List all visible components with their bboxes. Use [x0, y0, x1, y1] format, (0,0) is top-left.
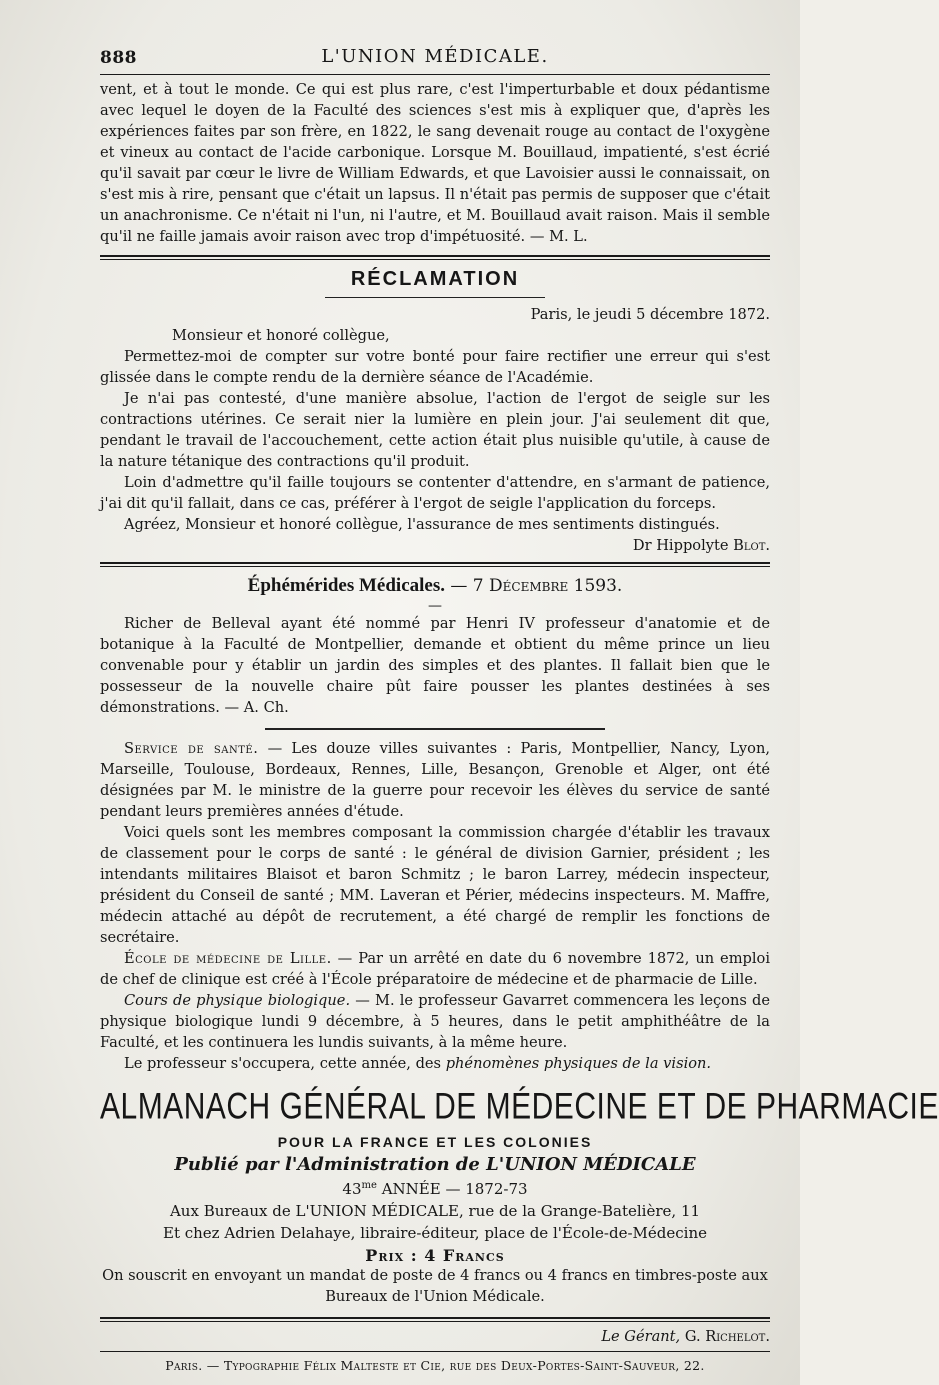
letter-signature [100, 535, 770, 556]
year-sup: me [361, 1180, 377, 1191]
title-underline [325, 297, 545, 298]
almanach-subtitle: POUR LA FRANCE ET LES COLONIES [277, 1134, 593, 1150]
ephemerides-text: Richer de Belleval ayant été nommé par Henri IV professeur d'anatomie et de botanique à la Faculté de Montpellier, demande et obtient du même prince un lieu convenable pour y établir un jardin des simples et des plantes. Il fallait bien que le possesseur de la nouvelle chaire pût faire pousser les plantes destinées à ses démonstrations. — A. Ch. [100, 615, 770, 716]
opening-paragraph: vent, et à tout le monde. Ce qui est plus rare, c'est l'imperturbable et doux pédantisme avec lequel le doyen de la Faculté des sciences s'est mis à expliquer que, d'après les expériences faites par son frère, en 1822, le sang devenait rouge au contact de l'oxygène et vineux au contact de l'acide carbonique. Lorsque M. Bouillaud, impatienté, s'est écrié qu'il savait par cœur le livre de William Edwards, et que Lavoisier aussi le connaissait, on s'est mis à rire, pensant que c'était un lapsus. Il n'était pas permis de supposer que c'était un anachronisme. Ce n'était ni l'un, ni l'autre, et M. Bouillaud avait raison. Mais il semble qu'il ne faille jamais avoir raison avec trop d'impétuosité. — M. L. [100, 81, 770, 245]
page-content [100, 40, 939, 1373]
almanach-title: ALMANACH GÉNÉRAL DE MÉDECINE ET DE PHARMACIE [100, 1085, 939, 1127]
gerant-name: G. Richelot. [684, 1328, 770, 1345]
news-text: Voici quels sont les membres composant la commission chargée d'établir les travaux de classement pour le corps de santé : le général de division Garnier, président ; les intendants militaires Blaisot et baron Schmitz ; le baron Larrey, médecin inspecteur, président du Conseil de santé ; MM. Laveran et Périer, médecins inspecteurs. M. Maffre, médecin attaché au dépôt de recrutement, a été chargé de remplir les fonctions de secrétaire. [100, 824, 770, 946]
gerant-label: Le Gérant, [601, 1328, 681, 1345]
cours-text: — M. le professeur Gavarret commencera les leçons de physique biologique lundi 9 décembre, à 5 heures, dans le petit amphithéâtre de la Faculté, et les continuera les lundis suivants, à la même heure. [100, 992, 770, 1051]
news-item-cours-subject [100, 1053, 770, 1074]
cours-subject: phénomènes physiques de la vision. [445, 1055, 712, 1072]
header-rule [100, 74, 770, 75]
almanach-address-2: Et chez Adrien Delahaye, libraire-éditeur, place de l'École-de-Médecine [163, 1224, 707, 1242]
cours-title: Cours de physique biologique. [124, 992, 351, 1009]
ephemerides-dash: — [428, 598, 442, 614]
section-divider [265, 728, 605, 730]
letter-paragraph: Agréez, Monsieur et honoré collègue, l'assurance de mes sentiments distingués. [124, 516, 720, 533]
year-rest: ANNÉE — 1872-73 [381, 1180, 528, 1198]
news-text: — Les douze villes suivantes : Paris, Montpellier, Nancy, Lyon, Marseille, Toulouse, Bordeaux, Rennes, Lille, Besançon, Grenoble et Alger, ont été désignées par M. le ministre de la guerre pour recevoir les élèves du service de santé pendant leurs premières années d'étude. [100, 740, 770, 820]
letter-paragraph: Permettez-moi de compter sur votre bonté pour faire rectifier une erreur qui s'est glissée dans le compte rendu de la dernière séance de l'Académie. [100, 348, 770, 386]
signature-prefix: Dr Hippolyte [632, 537, 729, 554]
reclamation-title: RÉCLAMATION [350, 268, 520, 290]
letter-dateline: Paris, le jeudi 5 décembre 1872. [530, 306, 770, 323]
almanach-publisher: Publié par l'Administration de L'UNION MÉDICALE [174, 1154, 696, 1175]
ephemerides-heading [100, 575, 770, 597]
news-runin: École de médecine de Lille. [124, 950, 332, 967]
signature-name: Blot. [733, 537, 770, 554]
letter-paragraph: Je n'ai pas contesté, d'une manière absolue, l'action de l'ergot de seigle sur les contractions utérines. Ce serait nier la lumière en plein jour. J'ai seulement dit que, pendant le travail de l'accouchement, cette action était plus nuisible qu'utile, à cause de la nature tétanique des contractions qu'il produit. [100, 390, 770, 470]
ephemerides-title: Éphémérides Médicales. [247, 575, 445, 596]
footer-divider [100, 1317, 770, 1322]
running-title: L'UNION MÉDICALE. [321, 46, 549, 67]
letter-salutation: Monsieur et honoré collègue, [172, 327, 390, 344]
news-item-cours [100, 990, 770, 1053]
page-header [100, 40, 770, 74]
news-item-service-sante [100, 738, 770, 822]
cours-text2: Le professeur s'occupera, cette année, des [124, 1055, 446, 1072]
printer-footer: Paris. — Typographie Félix Malteste et Cie, rue des Deux-Portes-Saint-Sauveur, 22. [165, 1358, 705, 1373]
gerant-line [100, 1328, 770, 1345]
news-item-lille [100, 948, 770, 990]
page-number: 888 [100, 48, 137, 68]
news-runin: Service de santé. [124, 740, 259, 757]
letter-paragraph: Loin d'admettre qu'il faille toujours se contenter d'attendre, en s'armant de patience, j'ai dit qu'il fallait, dans ce cas, préférer à l'ergot de seigle l'application du forceps. [100, 474, 770, 512]
section-divider [100, 562, 770, 567]
almanach-address-1: Aux Bureaux de L'UNION MÉDICALE, rue de la Grange-Batelière, 11 [169, 1202, 701, 1220]
news-item-commission [100, 822, 770, 948]
news-text: — Par un arrêté en date du 6 novembre 1872, un emploi de chef de clinique est créé à l'École préparatoire de médecine et de pharmacie de Lille. [100, 950, 770, 988]
almanach-year [100, 1175, 770, 1200]
almanach-subscribe: On souscrit en envoyant un mandat de poste de 4 francs ou 4 francs en timbres-poste aux Bureaux de l'Union Médicale. [102, 1267, 768, 1305]
almanach-price: Prix : 4 Francs [365, 1246, 505, 1265]
ephemerides-date: — 7 Décembre 1593. [450, 576, 623, 596]
footer-rule [100, 1351, 770, 1352]
section-divider [100, 255, 770, 260]
year-number: 43 [342, 1180, 362, 1198]
